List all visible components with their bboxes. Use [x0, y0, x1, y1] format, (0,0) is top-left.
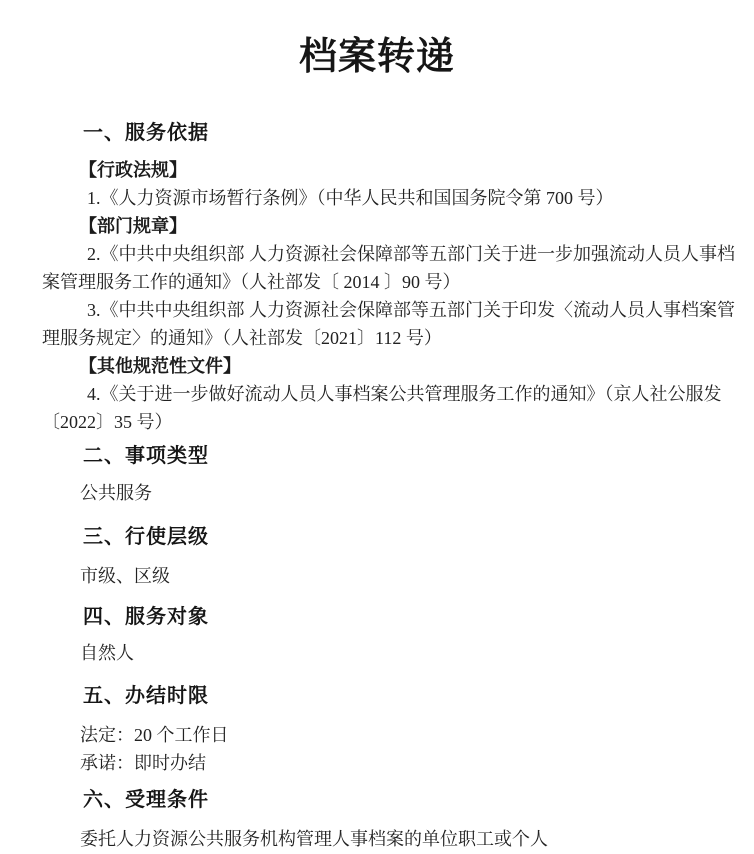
legal-category-administrative-regulations: 【行政法规】: [79, 160, 187, 180]
acceptance-conditions-value: 委托人力资源公共服务机构管理人事档案的单位职工或个人: [80, 829, 548, 849]
legal-item-line: 理服务规定〉的通知》（人社部发〔2021〕112 号）: [42, 328, 442, 348]
legal-item-1: [0, 184, 754, 212]
legal-item-4: [0, 380, 754, 436]
section-heading-completion-time: 五、办结时限: [83, 685, 209, 707]
statutory-time-limit: 法定：20 个工作日: [80, 725, 229, 745]
legal-item-line: 1.《人力资源市场暂行条例》（中华人民共和国国务院令第 700 号）: [87, 188, 614, 208]
exercise-level-value: 市级、区级: [80, 566, 170, 586]
promised-time-limit: 承诺：即时办结: [80, 753, 206, 773]
legal-item-3: [0, 296, 754, 352]
legal-item-line: 3.《中共中央组织部 人力资源社会保障部等五部门关于印发〈流动人员人事档案管: [87, 300, 735, 320]
service-object-value: 自然人: [80, 643, 134, 663]
page-title: 档案转递: [298, 36, 455, 78]
section-heading-acceptance-conditions: 六、受理条件: [83, 789, 209, 811]
legal-item-2: [0, 240, 754, 296]
legal-item-line: 〔2022〕35 号）: [42, 412, 173, 432]
legal-item-line: 4.《关于进一步做好流动人员人事档案公共管理服务工作的通知》（京人社公服发: [87, 384, 722, 404]
legal-item-line: 案管理服务工作的通知》（人社部发〔 2014 〕90 号）: [42, 272, 461, 292]
section-heading-service-basis: 一、服务依据: [83, 122, 209, 144]
legal-category-other-normative-documents: 【其他规范性文件】: [79, 356, 241, 376]
section-heading-item-type: 二、事项类型: [83, 445, 209, 467]
legal-item-line: 2.《中共中央组织部 人力资源社会保障部等五部门关于进一步加强流动人员人事档: [87, 244, 735, 264]
section-heading-exercise-level: 三、行使层级: [83, 526, 209, 548]
section-heading-service-object: 四、服务对象: [83, 606, 209, 628]
legal-category-department-rules: 【部门规章】: [79, 216, 187, 236]
item-type-value: 公共服务: [80, 483, 152, 503]
